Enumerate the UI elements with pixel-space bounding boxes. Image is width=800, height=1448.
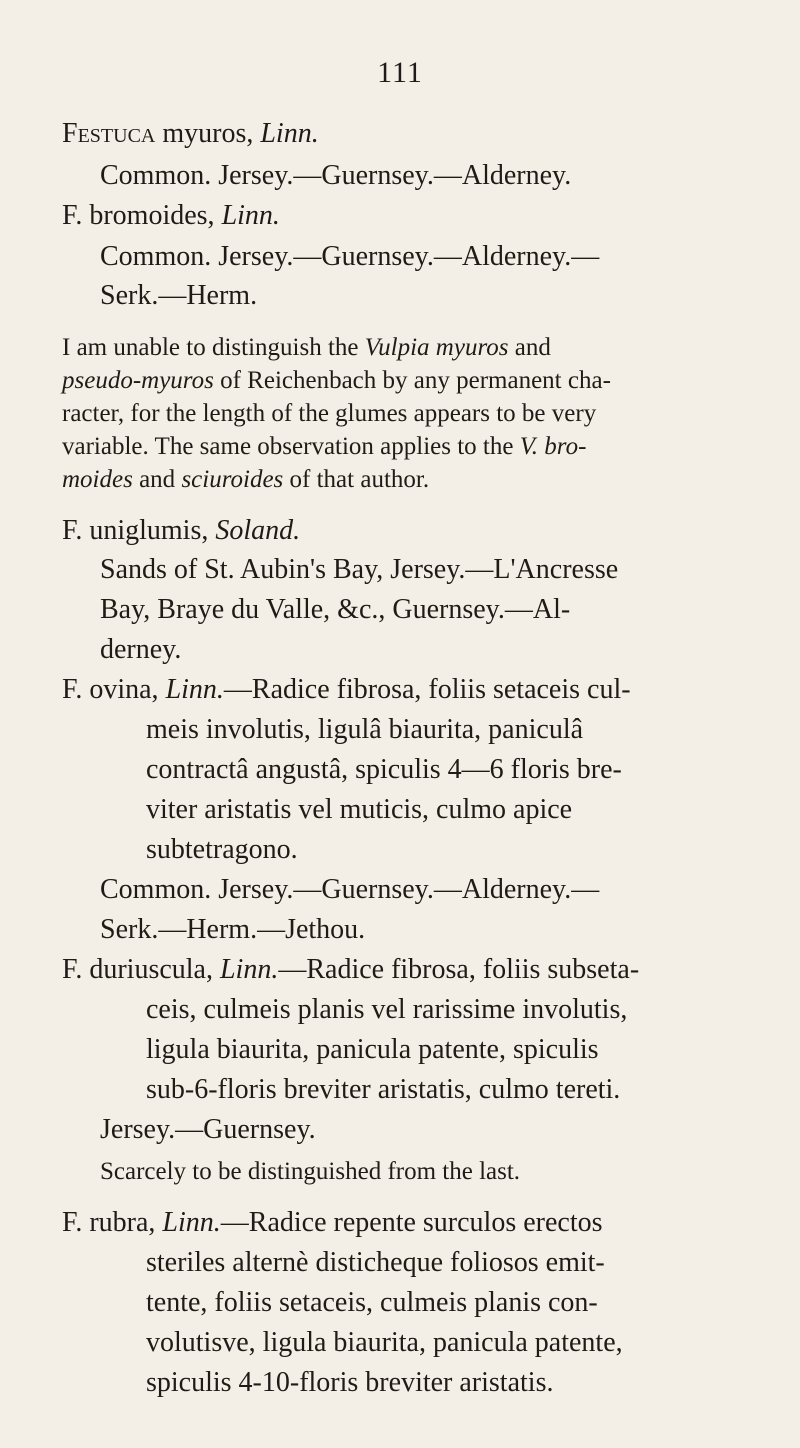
locality-text: Serk.—Herm.—Jethou. [100,914,366,945]
description-text: meis involutis, ligulâ biaurita, paniculâ [146,714,584,745]
description-text: steriles alternè disticheque foliosos emit- [146,1247,605,1278]
description-text: —Radice fibrosa, foliis setaceis cul- [223,674,631,705]
authority: Linn. [165,674,224,705]
description-text: volutisve, ligula biaurita, panicula patente, [146,1327,623,1358]
entry-festuca-myuros-heading [62,117,319,151]
locality-text: Common. Jersey.—Guernsey.—Alderney. [100,160,572,191]
note-text: Scarcely to be distinguished from the last. [100,1158,521,1185]
entry-uniglumis-heading [62,514,300,548]
description-text: subtetragono. [146,834,298,865]
locality-text: Bay, Braye du Valle, &c., Guernsey.—Al- [100,594,571,625]
description-text: sub-6-floris breviter aristatis, culmo tereti. [146,1074,621,1105]
genus-name: Festuca [62,118,156,149]
entry-ovina-heading [62,673,631,707]
description-text: ligula biaurita, panicula patente, spiculis [146,1034,599,1065]
species-name: bromoides, [89,200,215,231]
description-text: —Radice repente surculos erectos [220,1207,603,1238]
locality-text: Common. Jersey.—Guernsey.—Alderney.— [100,874,600,905]
authority: Linn. [219,954,279,985]
species-name: uniglumis, [89,515,209,546]
description-text: —Radice fibrosa, foliis subseta- [278,954,640,985]
page-number: 111 [377,56,423,89]
description-text: viter aristatis vel muticis, culmo apice [146,794,573,825]
authority: Linn. [162,1207,221,1238]
note-paragraph-line: racter, for the length of the glumes appears to be very [62,400,597,427]
authority: Linn. [221,200,280,231]
species-name: rubra, [89,1207,156,1238]
species-name: myuros, [162,118,254,149]
note-paragraph-line: pseudo-myuros of Reichenbach by any permanent cha- [62,367,611,394]
authority: Soland. [215,515,301,546]
locality-text: Serk.—Herm. [100,280,258,311]
species-name: duriuscula, [89,954,213,985]
description-text: tente, foliis setaceis, culmeis planis con- [146,1287,598,1318]
genus-name: F. [62,674,83,705]
description-text: ceis, culmeis planis vel rarissime involutis, [146,994,628,1025]
entry-bromoides-heading [62,199,280,233]
authority: Linn. [260,118,319,149]
entry-duriuscula-heading [62,953,639,987]
note-paragraph-line: variable. The same observation applies to the V. bro- [62,433,587,460]
description-text: spiculis 4-10-floris breviter aristatis. [146,1367,554,1398]
note-paragraph-line: moides and sciuroides of that author. [62,466,430,493]
locality-text: Jersey.—Guernsey. [100,1114,316,1145]
genus-name: F. [62,954,83,985]
genus-name: F. [62,1207,83,1238]
locality-text: Sands of St. Aubin's Bay, Jersey.—L'Ancresse [100,554,619,585]
entry-rubra-heading [62,1206,603,1240]
locality-text: Common. Jersey.—Guernsey.—Alderney.— [100,241,600,272]
genus-name: F. [62,200,83,231]
note-paragraph-line: I am unable to distinguish the Vulpia myuros and [62,334,551,361]
species-name: ovina, [89,674,159,705]
description-text: contractâ angustâ, spiculis 4—6 floris bre- [146,754,622,785]
locality-text: derney. [100,634,182,665]
genus-name: F. [62,515,83,546]
